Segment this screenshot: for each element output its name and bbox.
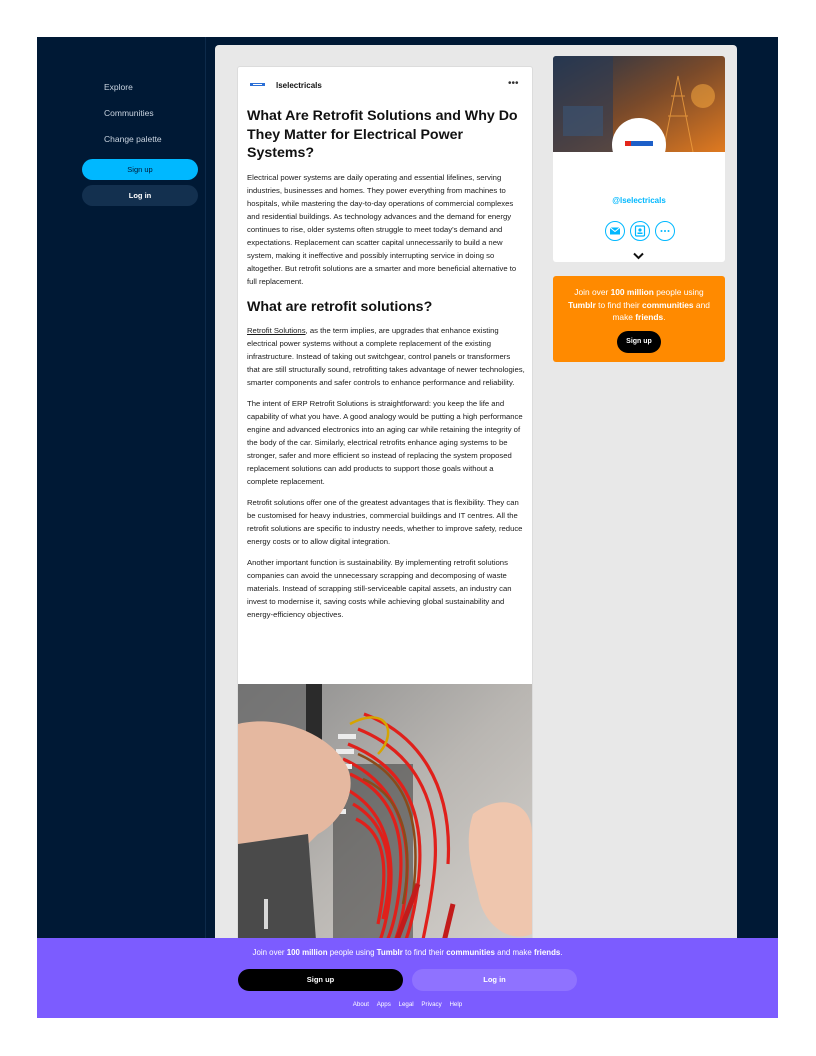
- bottom-login-button[interactable]: Log in: [412, 969, 577, 991]
- post-paragraph: Electrical power systems are daily operating and essential lifelines, serving industries, businesses and homes. They power everything from machines to hospitals, while mastering the day-to-day operations of commercial complexes and residential buildings. As technology advances and the demand for energy continues to rise, older systems often struggle to meet today's demand and expectations. Replacement can scatter capital unnecessarily to build a new system, making it ineffective and possibly interrupting service in doing so altogether. But retrofit solutions are a smarter and more beneficial alternative to full replacement.: [247, 172, 517, 286]
- main-content: [215, 45, 737, 1018]
- post-title: What Are Retrofit Solutions and Why Do They Matter for Electrical Power Systems?: [247, 108, 518, 161]
- sidebar-item-explore[interactable]: Explore: [104, 82, 133, 92]
- post-card: [237, 66, 533, 968]
- footer-link-privacy[interactable]: Privacy: [421, 1001, 442, 1008]
- post-subheading: What are retrofit solutions?: [247, 298, 433, 315]
- footer-link-about[interactable]: About: [352, 1001, 369, 1008]
- sidebar-item-communities[interactable]: Communities: [104, 108, 154, 118]
- contact-card-icon[interactable]: [630, 221, 650, 241]
- wiring-photo: [238, 684, 532, 967]
- post-paragraph-text: , as the term implies, are upgrades that enhance existing electrical power systems without a complete replacement of the existing infrastructure. Instead of taking out switchgear, control panels or transformers that are still structurally sound, retrofitting takes advantage of newer technologies, smarter components and safer controls to enhance performance and reliability.: [247, 325, 525, 387]
- post-image: [238, 684, 532, 967]
- chevron-down-icon[interactable]: [633, 252, 644, 262]
- footer-links: [37, 1001, 778, 1008]
- bottom-bar-text: Join over 100 million people using Tumblr to find their communities and make friends.: [252, 948, 563, 957]
- post-paragraph: The intent of ERP Retrofit Solutions is straightforward: you keep the life and capability of what you have. A good analogy would be putting a high performance engine and advanced electronics into an aging car while retaining the integrity of the body of the car. Similarly, electrical retrofits enhance aging systems to be stronger, safer and more efficient so instead of replacing the system proposed replacement solutions can add products to support those goals without a complete replacement.: [247, 398, 523, 486]
- post-header: [238, 67, 532, 103]
- blog-name[interactable]: lselectricals: [276, 81, 322, 90]
- sidebar-login-button[interactable]: Log in: [82, 185, 198, 206]
- bottom-signup-button[interactable]: Sign up: [238, 969, 403, 991]
- post-paragraph: [247, 324, 525, 389]
- sidebar: [37, 37, 206, 1018]
- footer-link-legal[interactable]: Legal: [398, 1001, 414, 1008]
- profile-avatar[interactable]: [612, 118, 666, 172]
- logo-icon: [612, 118, 666, 172]
- more-dots-icon[interactable]: •••: [508, 78, 519, 89]
- mail-icon[interactable]: [605, 221, 625, 241]
- tumblr-window: [37, 37, 778, 1018]
- more-icon[interactable]: [655, 221, 675, 241]
- promo-card: [553, 276, 725, 362]
- footer-link-help[interactable]: Help: [449, 1001, 463, 1008]
- post-paragraph: Another important function is sustainability. By implementing retrofit solutions companies can avoid the unnecessary scrapping and decomposing of waste materials. Instead of scrapping still-serviceable capital assets, an industry can invest to modernise it, saving costs while achieving global sustainability and energy-efficiency objectives.: [247, 557, 512, 619]
- sidebar-item-change-palette[interactable]: Change palette: [104, 134, 162, 144]
- post-paragraph: Retrofit solutions offer one of the greatest advantages that is flexibility. They can be customised for heavy industries, commercial buildings and IT centres. All the retrofit solutions are specific to industry needs, whether to improve safety, reduce energy costs or to allow digital integration.: [247, 497, 523, 546]
- blog-avatar-icon[interactable]: [250, 80, 265, 90]
- bottom-signup-bar: [37, 938, 778, 1018]
- promo-text: Join over 100 million people using Tumblr to find their communities and make friends.: [568, 287, 710, 322]
- sidebar-signup-button[interactable]: Sign up: [82, 159, 198, 180]
- footer-link-apps[interactable]: Apps: [376, 1001, 391, 1008]
- post-body: [247, 107, 525, 629]
- retrofit-solutions-link[interactable]: Retrofit Solutions: [247, 325, 306, 335]
- profile-card: [553, 56, 725, 262]
- profile-handle[interactable]: @lselectricals: [612, 196, 666, 205]
- promo-signup-button[interactable]: Sign up: [617, 331, 661, 353]
